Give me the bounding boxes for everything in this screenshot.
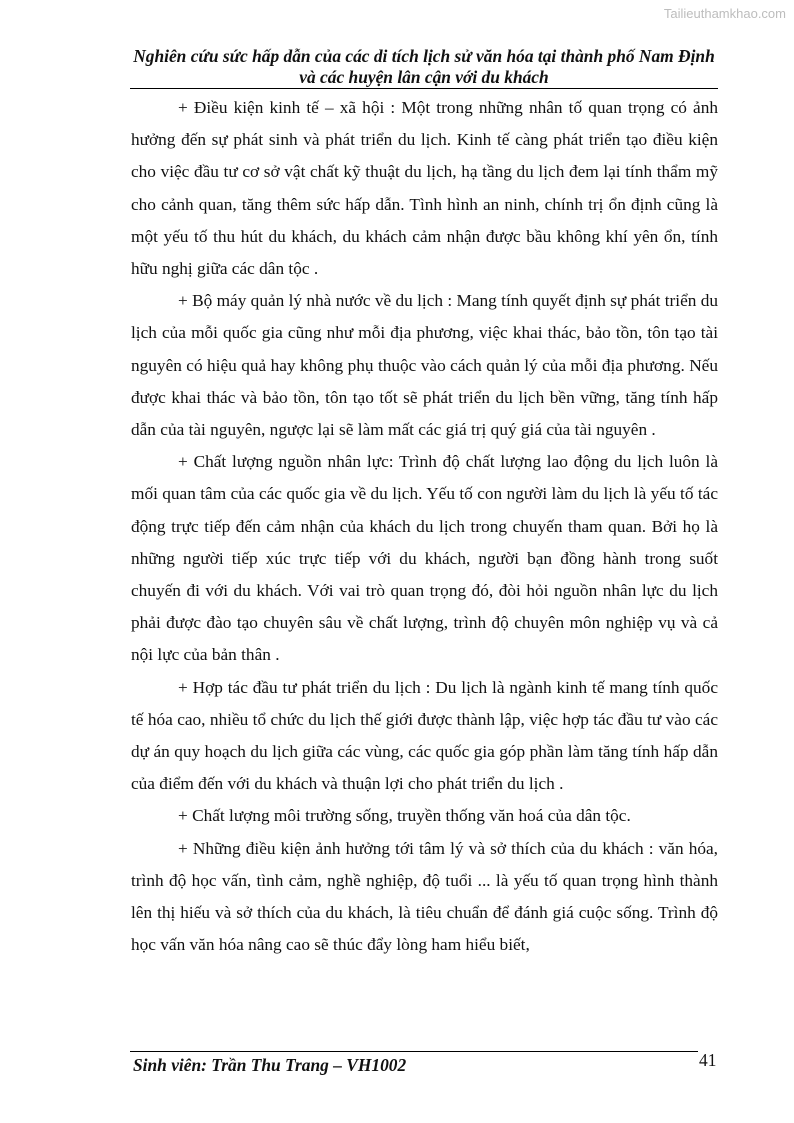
page-number: 41 — [699, 1050, 717, 1070]
footer-divider — [130, 1051, 698, 1052]
paragraph-human-resources: + Chất lượng nguồn nhân lực: Trình độ chất lượng lao động du lịch luôn là mối quan tâm của các quốc gia về du lịch. Yếu tố con người làm du lịch là yếu tố tác động trực tiếp đến cảm nhận của khách du lịch trong chuyến tham quan. Bởi họ là những người tiếp xúc trực tiếp với du khách, người bạn đồng hành trong suốt chuyến đi với du khách. Với vai trò quan trọng đó, đòi hỏi nguồn nhân lực du lịch phải được đào tạo chuyên sâu về chất lượng, trình độ chuyên môn nghiệp vụ và cả nội lực của bản thân . — [131, 452, 718, 665]
paragraph-economic-conditions: + Điều kiện kinh tế – xã hội : Một trong những nhân tố quan trọng có ảnh hưởng đến sự phát sinh và phát triển du lịch. Kinh tế càng phát triển tạo điều kiện cho việc đầu tư cơ sở vật chất kỹ thuật du lịch, hạ tầng du lịch đem lại tính thẩm mỹ cho cảnh quan, tăng thêm sức hấp dẫn. Tình hình an ninh, chính trị ổn định cũng là một yếu tố thu hút du khách, du khách cảm nhận được bầu không khí yên ổn, tính hữu nghị giữa các dân tộc . — [131, 98, 718, 279]
paragraph-living-environment: + Chất lượng môi trường sống, truyền thống văn hoá của dân tộc. — [178, 806, 631, 826]
watermark-text: Tailieuthamkhao.com — [663, 6, 786, 21]
paragraph-state-management: + Bộ máy quản lý nhà nước về du lịch : Mang tính quyết định sự phát triển du lịch của mỗi quốc gia cũng như mỗi địa phương, việc khai thác, bảo tồn, tôn tạo tài nguyên có hiệu quả hay không phụ thuộc vào cách quản lý của mỗi địa phương. Nếu được khai thác và bảo tồn, tôn tạo tốt sẽ phát triển du lịch bền vững, tăng tính hấp dẫn của tài nguyên, ngược lại sẽ làm mất các giá trị quý giá của tài nguyên . — [131, 291, 718, 440]
paragraph-investment-cooperation: + Hợp tác đầu tư phát triển du lịch : Du lịch là ngành kinh tế mang tính quốc tế hóa cao, nhiều tổ chức du lịch thế giới được thành lập, việc hợp tác đầu tư vào các dự án quy hoạch du lịch giữa các vùng, các quốc gia góp phần làm tăng tính hấp dẫn của điểm đến với du khách và thuận lợi cho phát triển du lịch . — [131, 677, 718, 794]
paragraph-psychology-preferences: + Những điều kiện ảnh hưởng tới tâm lý và sở thích của du khách : văn hóa, trình độ học vấn, tình cảm, nghề nghiệp, độ tuổi ... là yếu tố quan trọng hình thành lên thị hiếu và sở thích của du khách, là tiêu chuẩn để đánh giá cuộc sống. Trình độ học vấn văn hóa nâng cao sẽ thúc đẩy lòng ham hiểu biết, — [131, 838, 718, 955]
document-body — [131, 92, 718, 961]
page-header-title: Nghiên cứu sức hấp dẫn của các di tích lịch sử văn hóa tại thành phố Nam Định và các huyện lân cận với du khách — [130, 46, 718, 89]
footer-author: Sinh viên: Trần Thu Trang – VH1002 — [133, 1055, 407, 1075]
